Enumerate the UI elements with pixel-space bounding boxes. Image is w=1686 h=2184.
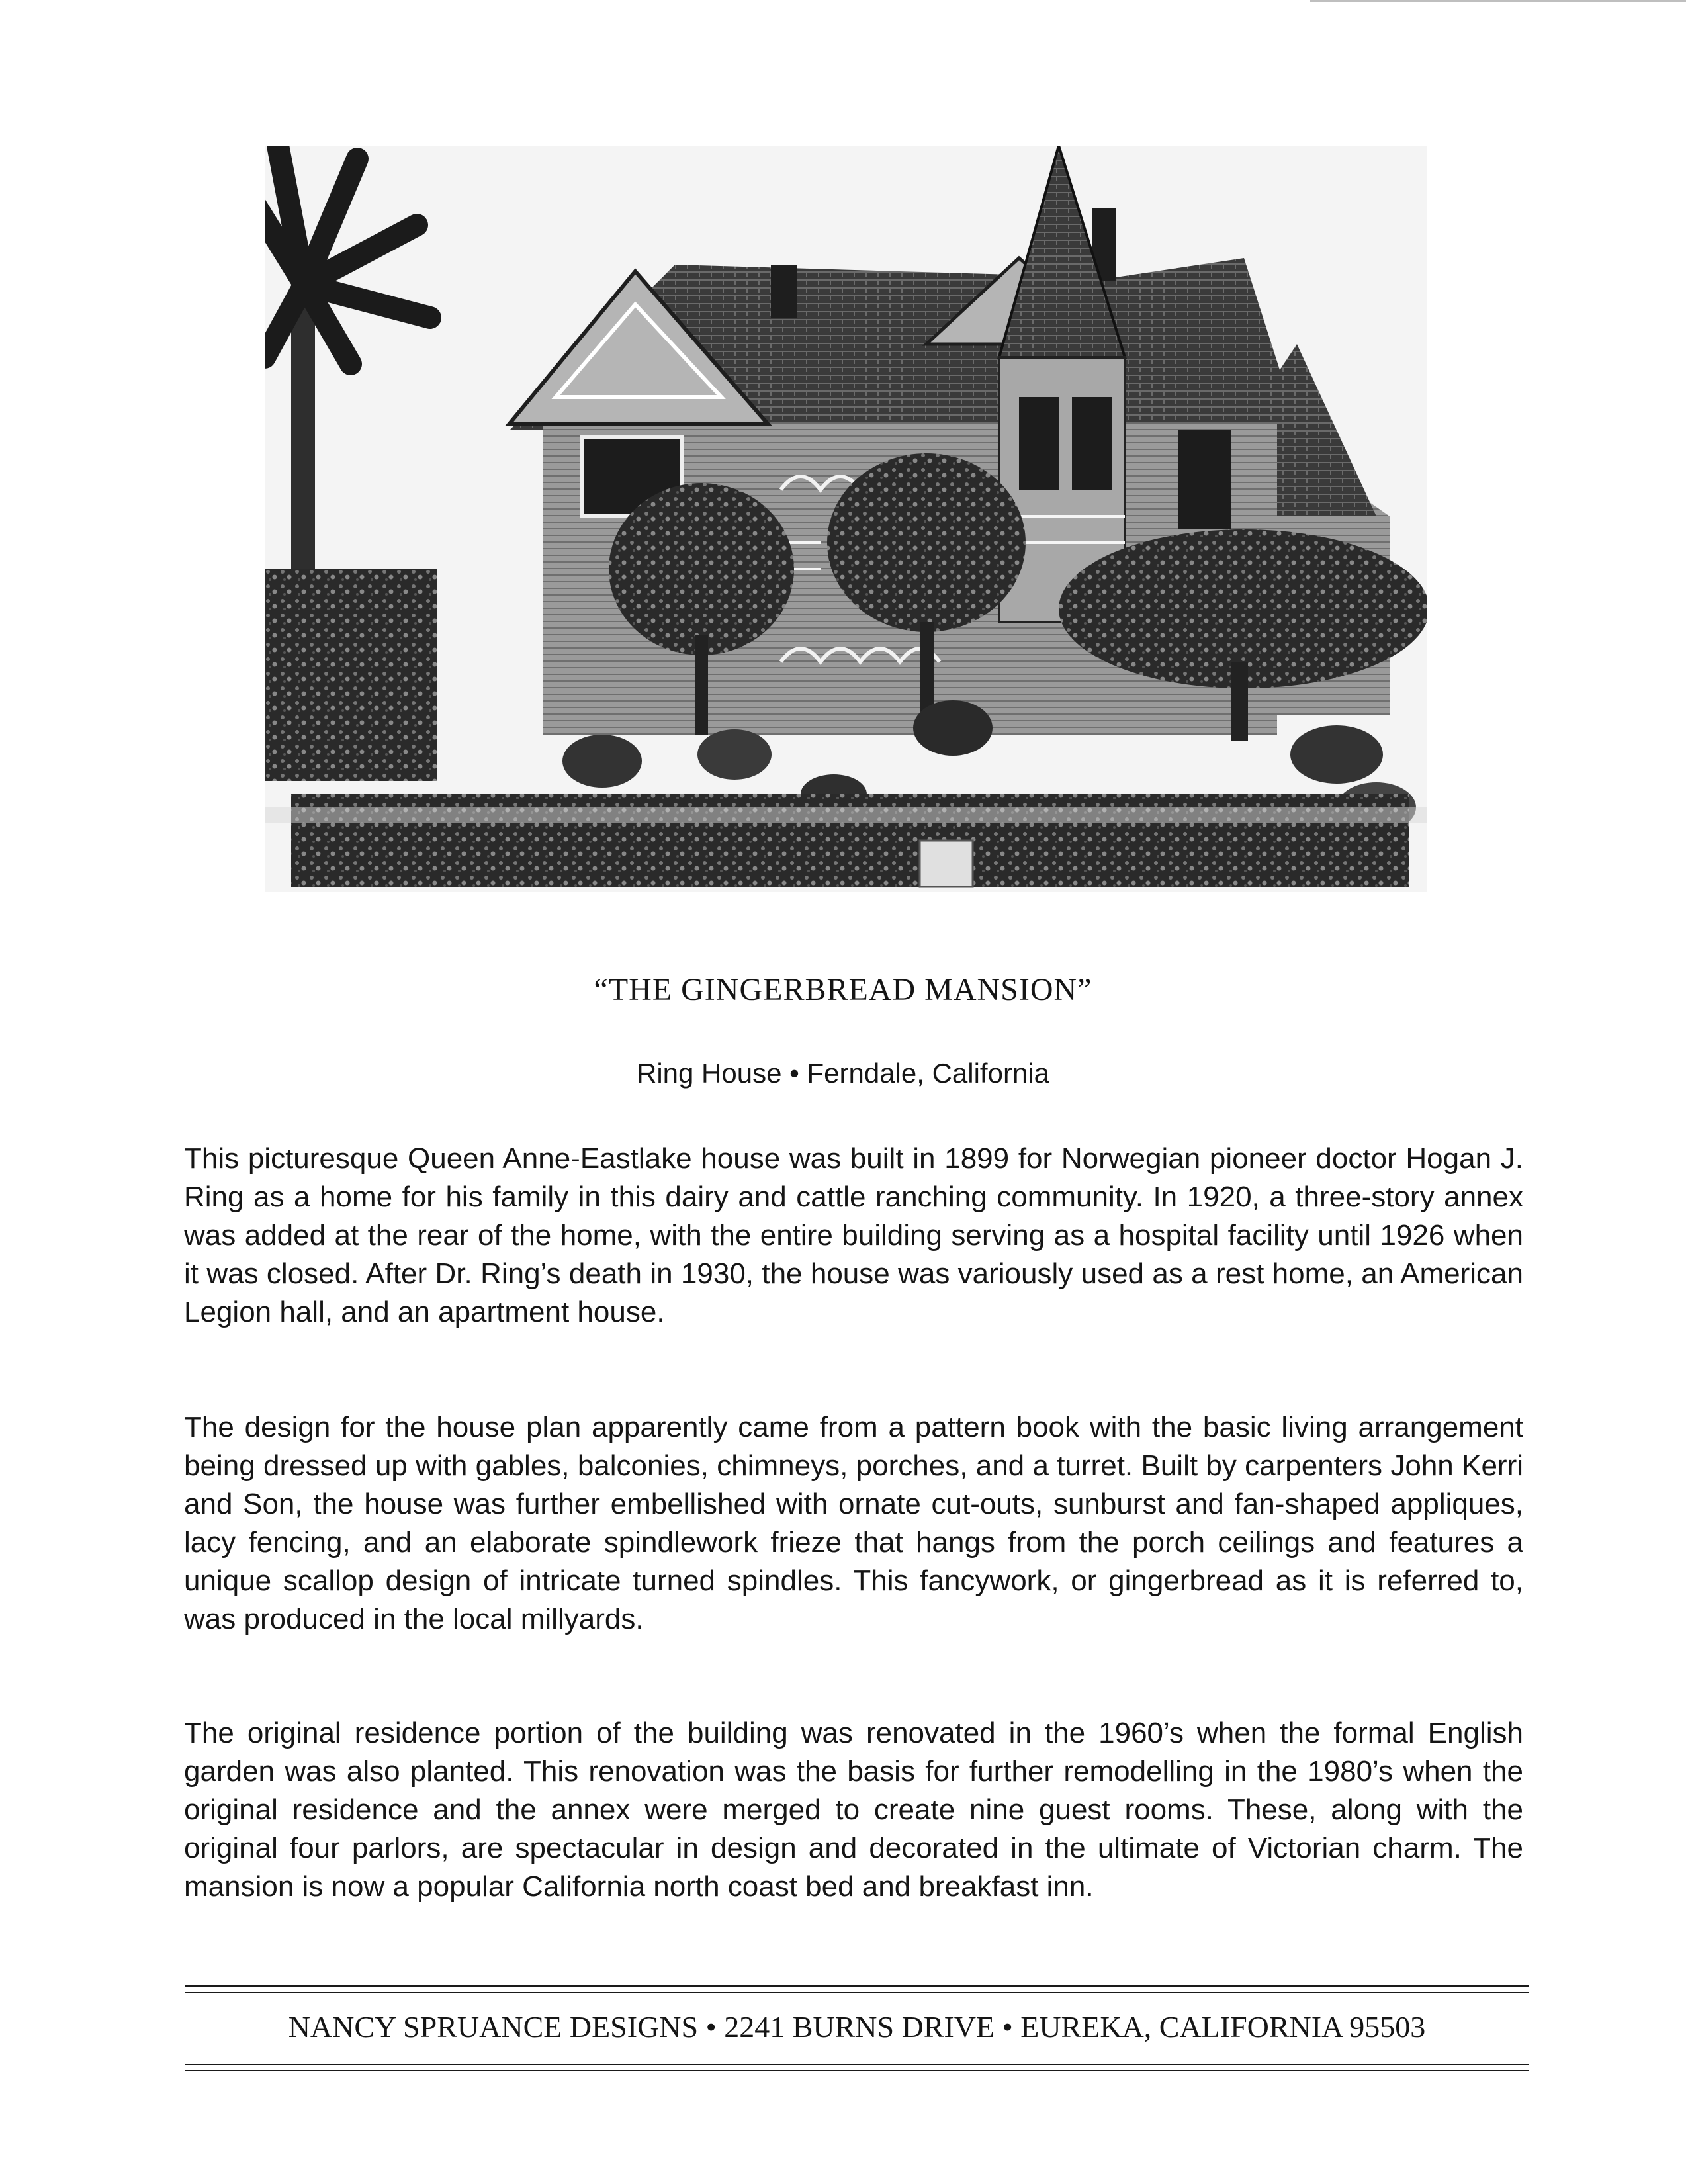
page-subtitle: Ring House • Ferndale, California — [636, 1058, 1049, 1089]
footer-rule-top — [185, 1985, 1529, 1987]
footer-rule-top-inner — [185, 1992, 1529, 1993]
scan-edge-line — [1310, 0, 1686, 2]
body-paragraph: The design for the house plan apparently came from a pattern book with the basic living arrangement being dressed up with gables, balconies, chimneys, porches, and a turret. Built by carpenters John Kerri and Son, the house was further embellished with ornate cut-outs, sunburst and fan-shaped appliques, lacy fencing, and an elaborate spindlework frieze that hangs from the porch ceilings and features a unique scallop design of intricate turned spindles. This fancywork, or gingerbread as it is referred to, was produced in the local millyards. — [184, 1411, 1523, 1635]
body-paragraph: The original residence portion of the building was renovated in the 1960’s when the formal English garden was also planted. This renovation was the basis for further remodelling in the 1980’s when the original residence and the annex were merged to create nine guest rooms. These, along with the original four parlors, are spectacular in design and decorated in the ultimate of Victorian charm. The mansion is now a popular California north coast bed and breakfast inn. — [184, 1717, 1523, 1903]
footer-rule-bottom-inner — [185, 2070, 1529, 2071]
body-paragraph: This picturesque Queen Anne-Eastlake house was built in 1899 for Norwegian pioneer doctor Hogan J. Ring as a home for his family in this dairy and cattle ranching community. In 1920, a three-story annex was added at the rear of the home, with the entire building serving as a hospital facility until 1926 when it was closed. After Dr. Ring’s death in 1930, the house was variously used as a rest home, an American Legion hall, and an apartment house. — [184, 1142, 1523, 1328]
house-photograph-icon — [265, 146, 1427, 892]
footer-address: NANCY SPRUANCE DESIGNS • 2241 BURNS DRIVE • EUREKA, CALIFORNIA 95503 — [288, 2010, 1426, 2044]
house-photograph — [265, 146, 1427, 892]
page-title: “THE GINGERBREAD MANSION” — [594, 972, 1092, 1007]
footer-rule-bottom — [185, 2064, 1529, 2065]
